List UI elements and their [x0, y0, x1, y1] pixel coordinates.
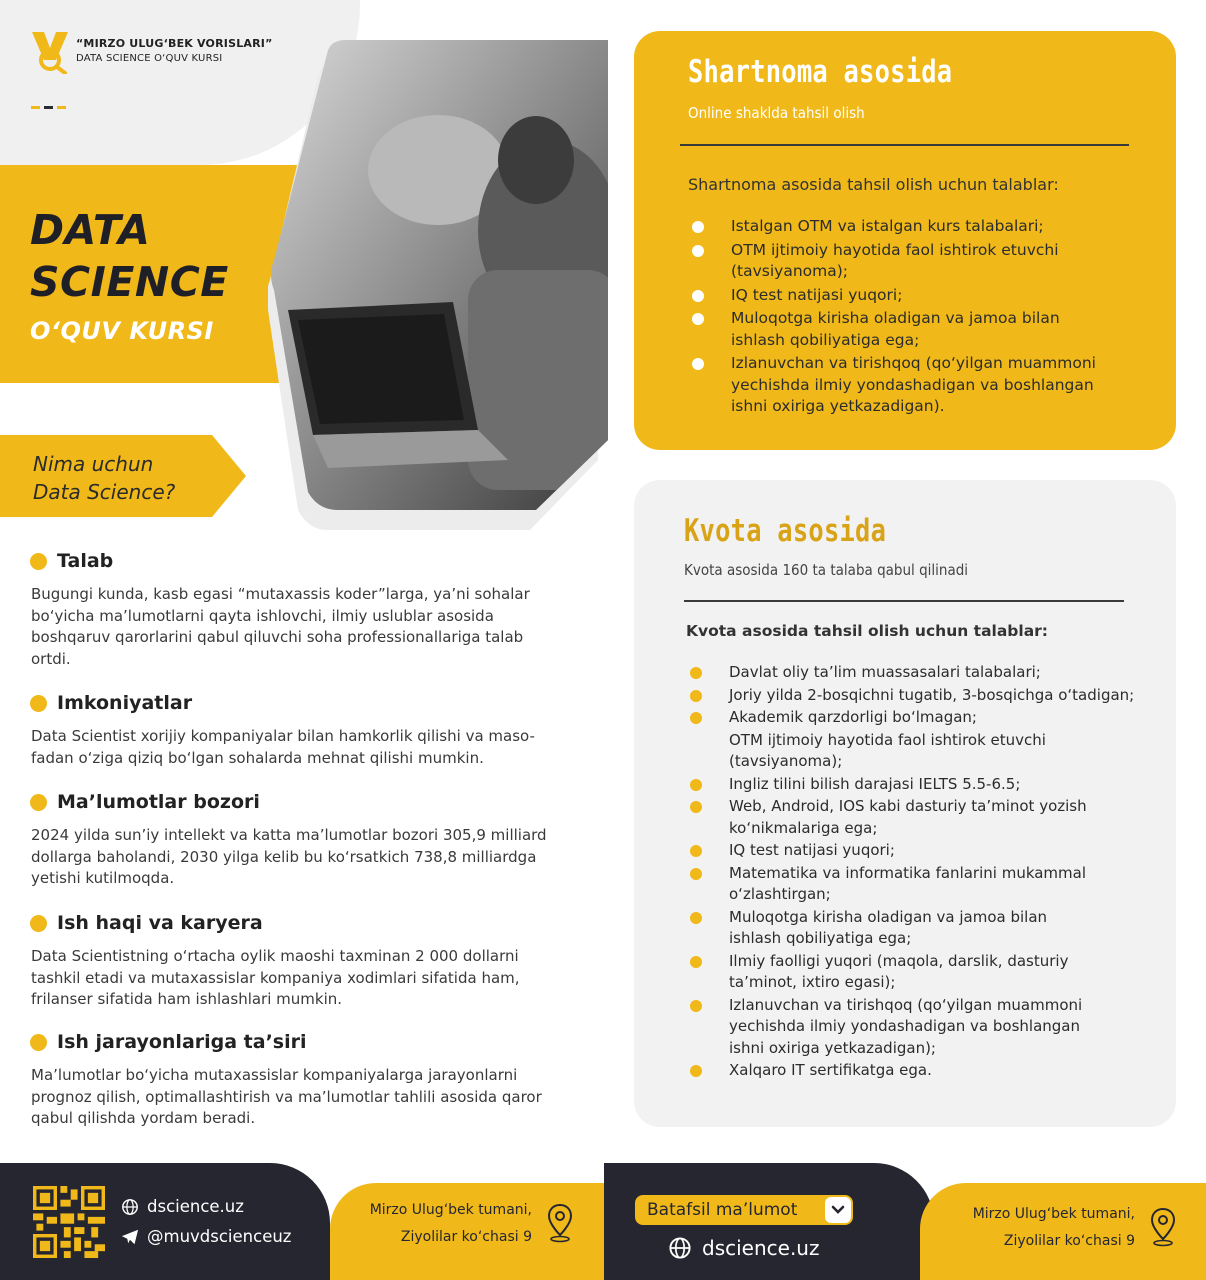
- list-item: Ingliz tilini bilish darajasi IELTS 5.5-6.5;: [686, 774, 1156, 796]
- bullet-dot: [30, 695, 47, 712]
- brand-title: “MIRZO ULUG‘BEK VORISLARI”: [76, 37, 273, 50]
- bullet-dot: [30, 1034, 47, 1051]
- list-item: OTM ijtimoiy hayotida faol ishtirok etuvchi (tavsiyanoma);: [688, 240, 1108, 283]
- contract-requirements-list: [688, 216, 1108, 420]
- list-item: Davlat oliy ta’lim muassasalari talabalari;: [686, 662, 1156, 684]
- footer-website-link[interactable]: dscience.uz: [121, 1197, 244, 1216]
- section-title-talab: Talab: [30, 550, 113, 572]
- hero-photo: [268, 40, 608, 530]
- list-item: Istalgan OTM va istalgan kurs talabalari;: [688, 216, 1108, 238]
- footer-address-left: Mirzo Ulug‘bek tumani, Ziyolilar ko‘chasi 9: [369, 1202, 532, 1245]
- bullet-dot: [30, 915, 47, 932]
- list-item: Joriy yilda 2-bosqichni tugatib, 3-bosqichga o‘tadigan;: [686, 685, 1156, 707]
- brand-logo-icon: [30, 30, 70, 74]
- list-item: IQ test natijasi yuqori;: [688, 285, 1108, 307]
- contract-subtitle: Online shaklda tahsil olish: [688, 104, 865, 122]
- quota-requirements-list: [686, 662, 1156, 1083]
- more-info-button[interactable]: Batafsil ma’lumot: [635, 1195, 853, 1225]
- contract-divider: [680, 144, 1129, 146]
- list-item: Akademik qarzdorligi bo‘lmagan;: [686, 707, 1156, 729]
- list-item: Muloqotga kirisha oladigan va jamoa bilan ishlash qobiliyatiga ega;: [686, 907, 1156, 950]
- why-line1: Nima uchun: [33, 452, 154, 476]
- list-item: IQ test natijasi yuqori;: [686, 840, 1156, 862]
- footer-telegram-link[interactable]: @muvdscienceuz: [121, 1227, 291, 1246]
- why-line2: Data Science?: [33, 480, 176, 504]
- bullet-dot: [30, 553, 47, 570]
- quota-divider: [684, 600, 1124, 602]
- hero-title-line3: O‘QUV KURSI: [30, 317, 214, 345]
- chevron-down-icon: [825, 1197, 851, 1223]
- list-item: Izlanuvchan va tirishqoq (qo‘yilgan muammoni yechishda ilmiy yondashadigan va boshlangan ishni oxiriga yetkazadigan).: [688, 353, 1108, 418]
- section-body-jarayon: Ma’lumotlar bo‘yicha mutaxassislar kompaniyalarga jarayonlarni prognoz qilish, optimallashtirish va ma’lumotlar tahlili asosida qaror qabul qilishda yordam beradi.: [31, 1066, 542, 1127]
- section-body-ish-haqi: Data Scientistning o‘rtacha oylik maoshi taxminan 2 000 dollarni tashkil etadi va mutaxassislar kompaniya xodimlari sifatida ham, frilanser sifatida ham ishlashlari mumkin.: [31, 947, 520, 1008]
- section-title-jarayon: Ish jarayonlariga ta’siri: [30, 1031, 307, 1053]
- qr-code-icon[interactable]: [33, 1186, 105, 1258]
- why-tag-text: [33, 450, 175, 506]
- list-item: OTM ijtimoiy hayotida faol ishtirok etuvchi (tavsiyanoma);: [729, 730, 1046, 770]
- telegram-icon: [121, 1228, 139, 1246]
- footer-website-big[interactable]: dscience.uz: [668, 1236, 819, 1260]
- section-title-ish-haqi: Ish haqi va karyera: [30, 912, 263, 934]
- list-item: Ilmiy faolligi yuqori (maqola, darslik, dasturiy ta’minot, ixtiro egasi);: [686, 951, 1156, 994]
- section-body-talab: Bugungi kunda, kasb egasi “mutaxassis koder”larga, ya’ni sohalar bo‘yicha ma’lumotlarni qayta ishlovchi, ilmiy uslublar asosida boshqaruv qarorlarini qabul qiluvchi soha professionallariga talab ortdi.: [31, 585, 530, 668]
- bullet-dot: [30, 794, 47, 811]
- section-body-bozor: 2024 yilda sun’iy intellekt va katta ma’lumotlar bozori 305,9 milliard dollarga baholandi, 2030 yilga kelib bu ko‘rsatkich 738,8 milliardga yetishi kutilmoqda.: [31, 826, 547, 887]
- globe-icon: [121, 1198, 139, 1216]
- location-pin-icon: [1149, 1207, 1177, 1247]
- list-item: Web, Android, IOS kabi dasturiy ta’minot yozish ko‘nikmalariga ega;: [686, 796, 1156, 839]
- quota-requirements-heading: Kvota asosida tahsil olish uchun talablar:: [686, 622, 1049, 640]
- footer-address-right: Mirzo Ulug‘bek tumani, Ziyolilar ko‘chasi 9: [972, 1206, 1135, 1249]
- list-item: Izlanuvchan va tirishqoq (qo‘yilgan muammoni yechishda ilmiy yondashadigan va boshlangan ishni oxiriga yetkazadigan);: [686, 995, 1156, 1060]
- list-item: Matematika va informatika fanlarini mukammal o‘zlashtirgan;: [686, 863, 1156, 906]
- location-pin-icon: [546, 1203, 574, 1243]
- contract-title: Shartnoma asosida: [688, 54, 953, 90]
- globe-icon: [668, 1236, 692, 1260]
- section-body-imkoniyatlar: Data Scientist xorijiy kompaniyalar bilan hamkorlik qilishi va maso-fadan o‘ziga qiziq bo‘lgan sohalarda mehnat qilishi mumkin.: [31, 727, 535, 767]
- contract-requirements-heading: Shartnoma asosida tahsil olish uchun talablar:: [688, 175, 1059, 194]
- section-title-imkoniyatlar: Imkoniyatlar: [30, 692, 192, 714]
- hero-title-line2: SCIENCE: [30, 258, 229, 306]
- brand-subtitle: DATA SCIENCE O‘QUV KURSI: [76, 53, 223, 64]
- list-item: Muloqotga kirisha oladigan va jamoa bilan ishlash qobiliyatiga ega;: [688, 308, 1108, 351]
- list-item: Xalqaro IT sertifikatga ega.: [686, 1060, 1156, 1082]
- decor-dashes: [31, 106, 66, 109]
- quota-subtitle: Kvota asosida 160 ta talaba qabul qilinadi: [684, 561, 969, 579]
- section-title-bozor: Ma’lumotlar bozori: [30, 791, 260, 813]
- quota-title: Kvota asosida: [684, 513, 887, 549]
- hero-title-line1: DATA: [30, 206, 151, 254]
